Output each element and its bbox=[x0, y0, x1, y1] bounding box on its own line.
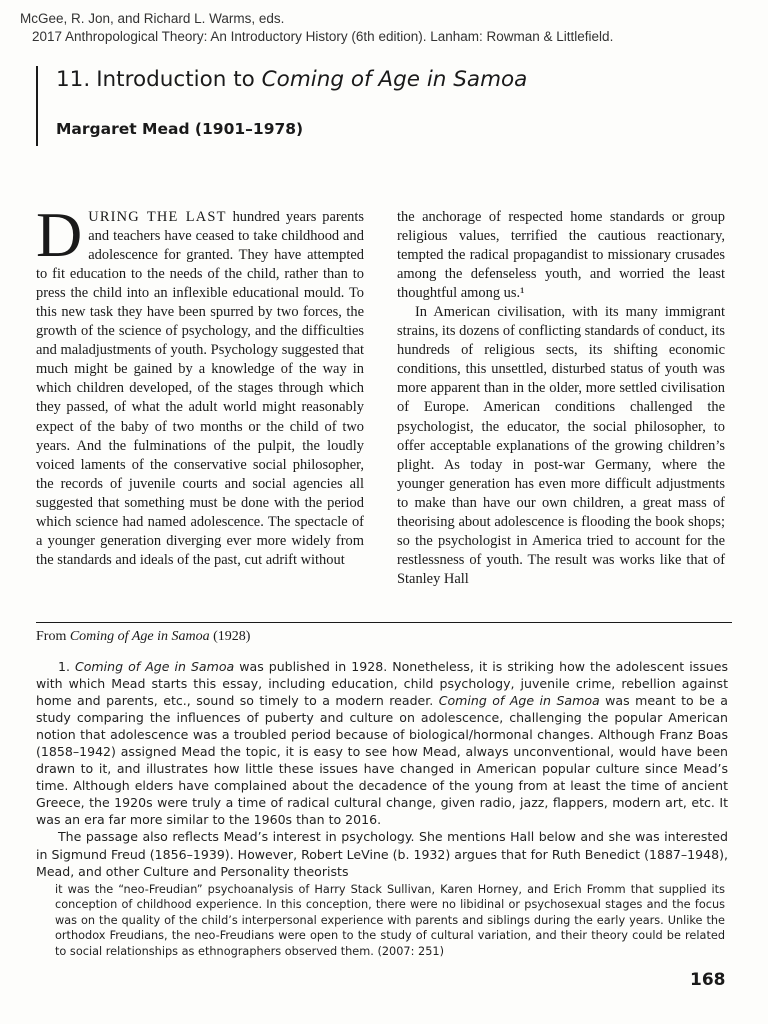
page-number: 168 bbox=[690, 970, 726, 990]
block-quote: it was the “neo-Freudian” psychoanalysis of Harry Stack Sullivan, Karen Horney, and Erich Fromm that supplied its conception of childhood experience. In this conception, there were no libidinal or psychosexual stages and the focus was on the quality of the child’s interpersonal experience with parents and siblings during the early years. Unlike the orthodox Freudians, the neo-Freudians were open to the study of cultural variation, and their theory could be related to social relationships as ethnographers observed them. (2007: 251) bbox=[55, 883, 725, 958]
body-paragraph: the anchorage of respected home standards or group religious values, terrified the cautious reactionary, tempted the radical propagandist to missionary crusades among the defenseless youth, and worried the least thoughtful among us.¹ bbox=[397, 209, 725, 302]
chapter-title-italic: Coming of Age in Samoa bbox=[261, 67, 528, 92]
footnotes bbox=[36, 658, 728, 880]
source-prefix: From bbox=[36, 629, 70, 644]
chapter-title-prefix: Introduction to bbox=[96, 67, 262, 92]
chapter-bar bbox=[36, 66, 38, 146]
divider bbox=[36, 622, 732, 623]
footnote-number: 1. bbox=[58, 659, 75, 674]
citation-line-2: 2017 Anthropological Theory: An Introductory History (6th edition). Lanham: Rowman & Littlefield. bbox=[32, 29, 614, 44]
footnote-book-title: Coming of Age in Samoa bbox=[75, 659, 235, 674]
footnote-1 bbox=[36, 658, 728, 828]
source-line bbox=[36, 628, 250, 646]
body-paragraph: In American civilisation, with its many immigrant strains, its dozens of conflicting standards of conduct, its hundreds of religious sects, its shifting economic conditions, this unsettled, disturbed status of youth was more apparent than in the older, more settled civilisation of Europe. American conditions challenged the psychologist, the educator, the social philosopher, to offer acceptable explanations of the growing children’s plight. As today in post-war Germany, where the younger generation has even more difficult adjustments to make than have our own children, a great mass of theorising about adolescence is flooding the book shops; so the psychologist in America tried to account for the restlessness of youth. The result was works like that of Stanley Hall bbox=[397, 304, 725, 587]
footnote-text: was meant to be a study comparing the influences of puberty and culture on adolescence, challenging the popular American notion that adolescence was a troubled period because of biological/hormonal changes. Although Franz Boas (1858–1942) assigned Mead the topic, it is easy to see how Mead, always unconventional, would have been drawn to it, and illustrates how little these issues have changed in American popular culture since Mead’s time. Although elders have complained about the decadence of the young from at least the time of ancient Greece, the 1920s were truly a time of radical cultural change, given radio, jazz, flappers, modern art, etc. It was an era far more similar to the 1960s than to 2016. bbox=[36, 693, 728, 828]
body-text: hundred years parents and teachers have ceased to take childhood and adolescence for granted. They have attempted to fit education to the needs of the child, rather than to press the child into an inflexible educational mould. To this new task they have been spurred by two forces, the growth of the science of psychology, and the difficulties and maladjustments of youth. Psychology suggested that much might be gained by a knowledge of the way in which children developed, of the stages through which they passed, of what the adult world might reasonably expect of the baby of two months or the child of two years. And the fulminations of the pulpit, the loudly voiced laments of the conservative social philosopher, the records of juvenile courts and social agencies all suggested that something must be done with the period which science had named adolescence. The spectacle of a younger generation diverging ever more widely from the standards and ideals of the past, cut adrift without bbox=[36, 209, 364, 568]
footnote-paragraph: The passage also reflects Mead’s interest in psychology. She mentions Hall below and she was interested in Sigmund Freud (1856–1939). However, Robert LeVine (b. 1932) argues that for Ruth Benedict (1887–1948), Mead, and other Culture and Personality theorists bbox=[36, 829, 728, 879]
chapter-number: 11. bbox=[56, 67, 91, 92]
footnote-book-title: Coming of Age in Samoa bbox=[438, 693, 600, 709]
citation-line-1: McGee, R. Jon, and Richard L. Warms, eds. bbox=[20, 11, 285, 26]
drop-cap: D bbox=[36, 199, 83, 270]
author: Margaret Mead (1901–1978) bbox=[56, 120, 304, 138]
body-paragraph bbox=[36, 199, 364, 570]
source-title: Coming of Age in Samoa bbox=[69, 629, 210, 644]
body-column-left bbox=[36, 199, 364, 570]
source-year: (1928) bbox=[209, 629, 251, 644]
citation bbox=[20, 10, 750, 46]
chapter-title bbox=[56, 66, 527, 94]
body-column-right bbox=[397, 208, 725, 589]
footnote-text: was published in 1928. Nonetheless, it is striking how the adolescent issues with which Mead starts this essay, including education, child psychology, juvenile crime, rebellion against home and parents, etc., sound so timely to a modern reader. bbox=[36, 659, 728, 709]
opening-smallcaps: URING THE LAST bbox=[88, 209, 227, 225]
